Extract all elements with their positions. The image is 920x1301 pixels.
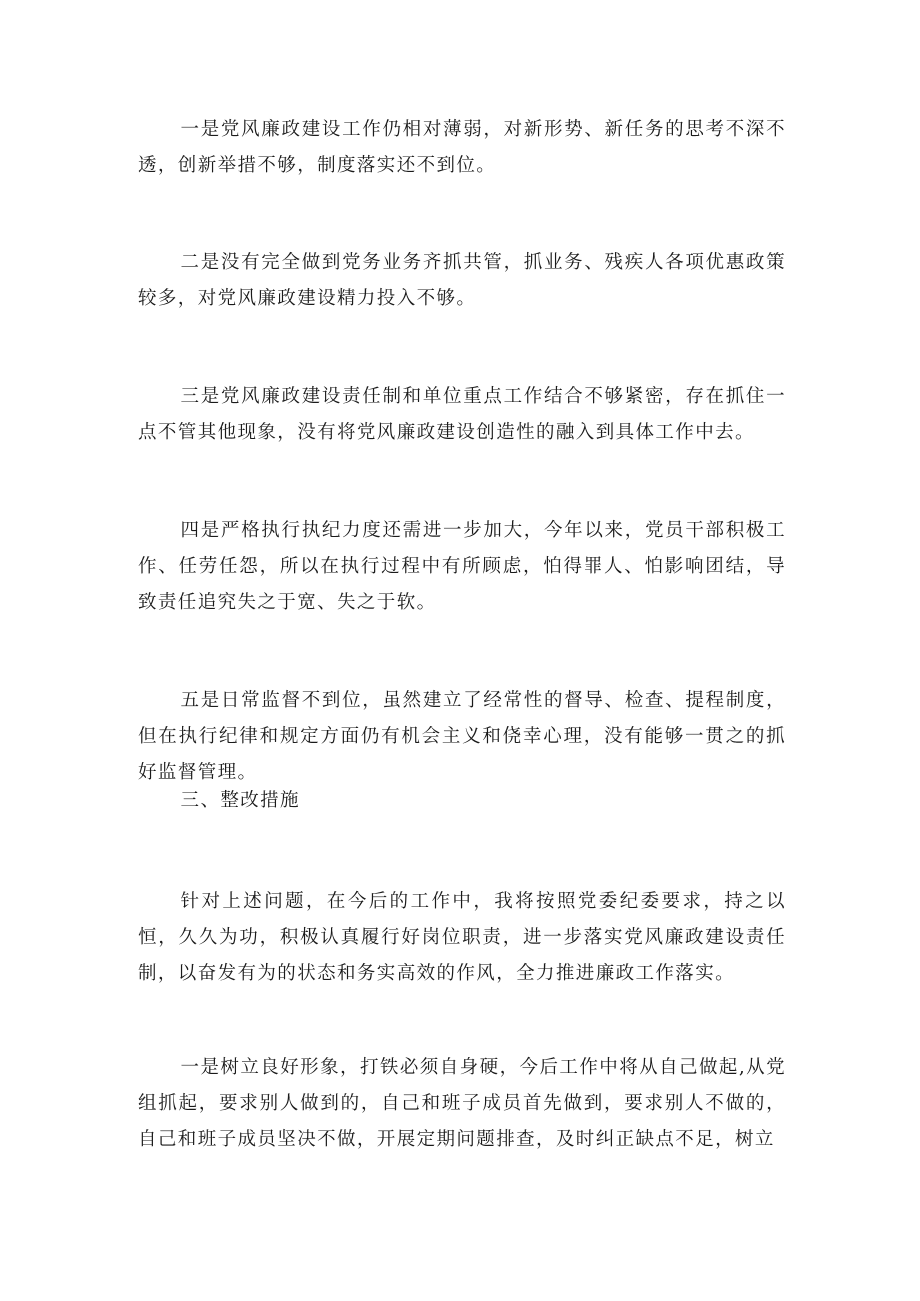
problem-paragraph-4: 四是严格执行执纪力度还需进一步加大，今年以来，党员干部积极工作、任劳任怨，所以在执行过程中有所顾虑，怕得罪人、怕影响团结，导致责任追究失之于宽、失之于软。	[138, 520, 786, 613]
problem-paragraph-1: 一是党风廉政建设工作仍相对薄弱，对新形势、新任务的思考不深不透，创新举措不够，制度落实还不到位。	[138, 119, 786, 176]
section-heading: 三、整改措施	[180, 790, 300, 811]
measure-paragraph-1: 一是树立良好形象，打铁必须自身硬，今后工作中将从自己做起,从党组抓起，要求别人做到的，自己和班子成员首先做到，要求别人不做的，自己和班子成员坚决不做，开展定期问题排查，及时纠正缺点不足，树立	[138, 1057, 786, 1150]
problem-paragraph-2: 二是没有完全做到党务业务齐抓共管，抓业务、残疾人各项优惠政策较多，对党风廉政建设精力投入不够。	[138, 252, 786, 309]
problem-paragraph-5: 五是日常监督不到位，虽然建立了经常性的督导、检查、提程制度，但在执行纪律和规定方面仍有机会主义和侥幸心理，没有能够一贯之的抓好监督管理。	[138, 690, 786, 783]
problem-paragraph-3: 三是党风廉政建设责任制和单位重点工作结合不够紧密，存在抓住一点不管其他现象，没有将党风廉政建设创造性的融入到具体工作中去。	[138, 386, 786, 443]
measures-intro-paragraph: 针对上述问题，在今后的工作中，我将按照党委纪委要求，持之以恒，久久为功，积极认真履行好岗位职责，进一步落实党风廉政建设责任制，以奋发有为的状态和务实高效的作风，全力推进廉政工作落实。	[138, 891, 786, 984]
